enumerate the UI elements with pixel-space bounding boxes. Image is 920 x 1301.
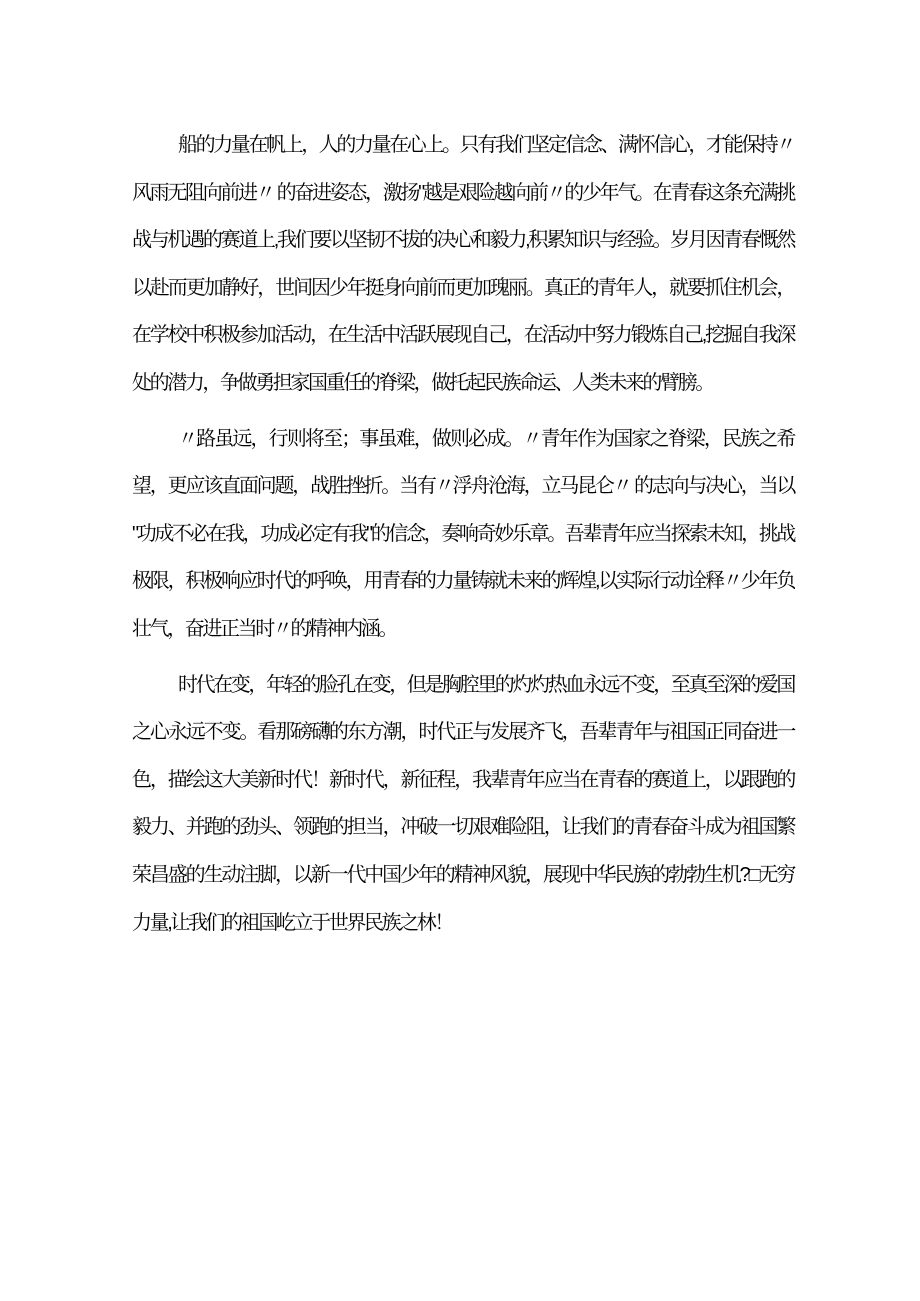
document-body — [132, 122, 794, 955]
paragraph: 时代在变，年轻的脸孔在变，但是胸腔里的灼灼热血永远不变，至真至深的爱国之心永远不变。看那磅礴的东方潮，时代正与发展齐飞，吾辈青年与祖国正同奋进一色，描绘这大美新时代！新时代，新征程，我辈青年应当在青春的赛道上，以跟跑的毅力、并跑的劲头、领跑的担当，冲破一切艰难险阻，让我们的青春奋斗成为祖国繁荣昌盛的生动注脚，以新一代中国少年的精神风貌，展现中华民族的勃勃生机?□无穷力量,让我们的祖国屹立于世界民族之林！ — [132, 673, 794, 934]
paragraph: 船的力量在帆上，人的力量在心上。只有我们坚定信念、满怀信心，才能保持〃风雨无阻向前进〃 的奋进姿态，激扬"越是艰险越向前〃的少年气。在青春这条充满挑战与机遇的赛道上,我们要以坚韧不拔的决心和毅力,积累知识与经验。岁月因青春慨然以赴而更加静好，世间因少年挺身向前而更加瑰丽。真正的青年人，就要抓住机会，在学校中积极参加活动，在生活中活跃展现自己，在活动中努力锻炼自己,挖掘自我深处的潜力，争做勇担家国重任的脊梁，做托起民族命运、人类未来的臂膀。 — [132, 134, 794, 394]
paragraph: 〃路虽远，行则将至；事虽难，做则必成。〃青年作为国家之脊梁，民族之希望，更应该直面问题，战胜挫折。当有〃浮舟沧海，立马昆仑〃 的志向与决心，当以 "功成不必在我，功成必定有我"的信念，奏响奇妙乐章。吾辈青年应当探索未知，挑战极限，积极响应时代的呼唤，用青春的力量铸就未来的辉煌,以实际行动诠释〃少年负壮气，奋进正当时〃的精神内涵。 — [132, 427, 794, 640]
